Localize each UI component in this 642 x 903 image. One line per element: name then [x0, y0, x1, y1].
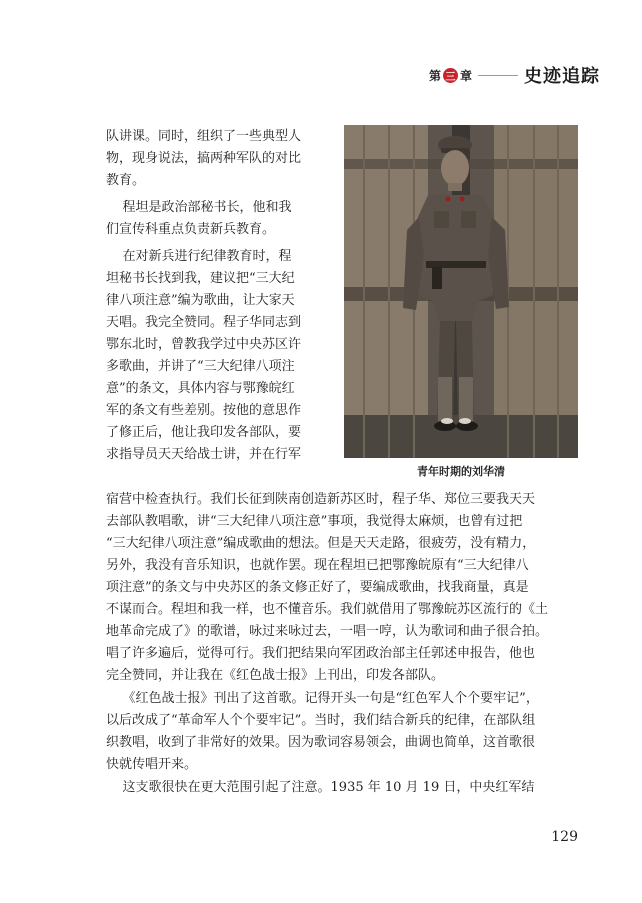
body-line: 宿营中检查执行。我们长征到陕南创造新苏区时，程子华、郑位三要我天天 — [106, 492, 536, 507]
soldier-neck — [448, 183, 462, 191]
portrait-photo-illustration — [344, 125, 578, 458]
left-puttee — [438, 377, 452, 421]
portrait-photo — [344, 125, 578, 458]
soldier-face — [441, 150, 469, 186]
body-line: 在对新兵进行纪律教育时，程 — [106, 249, 292, 264]
body-line: 多歌曲，并讲了“三大纪律八项注 — [106, 359, 295, 374]
chapter-suffix: 章 — [459, 68, 472, 83]
chapter-label — [429, 67, 472, 84]
soldier-belt — [426, 261, 486, 268]
body-line: 律八项注意”编为歌曲，让大家天 — [106, 293, 295, 308]
body-line: 天唱。我完全赞同。程子华同志到 — [106, 315, 302, 330]
body-line: 不谋而合。程坦和我一样，也不懂音乐。我们就借用了鄂豫皖苏区流行的《土 — [106, 602, 549, 617]
body-line: 这支歌很快在更大范围引起了注意。1935 年 10 月 19 日，中央红军结 — [106, 780, 535, 795]
body-line: 鄂东北时，曾教我学过中央苏区许 — [106, 337, 302, 352]
body-line: 队讲课。同时，组织了一些典型人 — [106, 129, 302, 144]
body-line: 军的条文有些差别。按他的意思作 — [106, 403, 302, 418]
body-line: 《红色战士报》刊出了这首歌。记得开头一句是“红色军人个个要牢记”， — [106, 691, 539, 706]
body-line: 以后改成了“革命军人个个要牢记”。当时，我们结合新兵的纪律，在部队组 — [106, 713, 536, 728]
body-line: 项注意”的条文与中央苏区的条文修正好了，要编成歌曲，找我商量，真是 — [106, 580, 529, 595]
body-line: “三大纪律八项注意”编成歌曲的想法。但是天天走路，很疲劳，没有精力， — [106, 536, 536, 551]
running-header — [370, 62, 600, 88]
body-line: 坦秘书长找到我，建议把“三大纪 — [106, 271, 295, 286]
body-line: 地革命完成了》的歌谱，咏过来咏过去，一唱一哼，认为歌词和曲子很合拍。 — [106, 624, 549, 639]
soldier-holster — [432, 267, 442, 289]
body-line: 另外，我没有音乐知识，也就作罢。现在程坦已把鄂豫皖原有“三大纪律八 — [106, 558, 529, 573]
right-collar-badge — [460, 197, 465, 202]
photo-caption: 青年时期的刘华清 — [417, 465, 505, 478]
left-sock — [441, 418, 453, 424]
body-line: 意”的条文，具体内容与鄂豫皖红 — [106, 381, 295, 396]
left-chest-pocket — [434, 211, 449, 228]
body-line: 了修正后，他让我印发各部队，要 — [106, 425, 302, 440]
chapter-prefix: 第 — [428, 68, 441, 83]
chapter-number-badge: 三 — [443, 68, 458, 83]
body-line: 去部队教唱歌，讲“三大纪律八项注意”事项，我觉得太麻烦，也曾有过把 — [106, 514, 523, 529]
body-line: 程坦是政治部秘书长，他和我 — [106, 200, 292, 215]
header-rule — [478, 75, 518, 76]
body-line: 物，现身说法，搞两种军队的对比 — [106, 151, 302, 166]
page-number: 129 — [551, 829, 578, 845]
body-line: 唱了许多遍后，觉得可行。我们把结果向军团政治部主任郭述申报告，他也 — [106, 646, 536, 661]
body-line: 完全赞同，并让我在《红色战士报》上刊出，印发各部队。 — [106, 668, 445, 683]
left-collar-badge — [446, 197, 451, 202]
section-title: 史迹追踪 — [524, 66, 600, 87]
body-line: 织教唱，收到了非常好的效果。因为歌词容易领会，曲调也简单，这首歌很 — [106, 735, 536, 750]
right-sock — [459, 418, 471, 424]
body-line: 们宣传科重点负责新兵教育。 — [106, 222, 276, 237]
right-chest-pocket — [461, 211, 476, 228]
body-line: 求指导员天天给战士讲，并在行军 — [106, 447, 302, 462]
body-line: 快就传唱开来。 — [106, 757, 198, 772]
right-puttee — [459, 377, 473, 421]
body-line: 教育。 — [106, 173, 146, 188]
